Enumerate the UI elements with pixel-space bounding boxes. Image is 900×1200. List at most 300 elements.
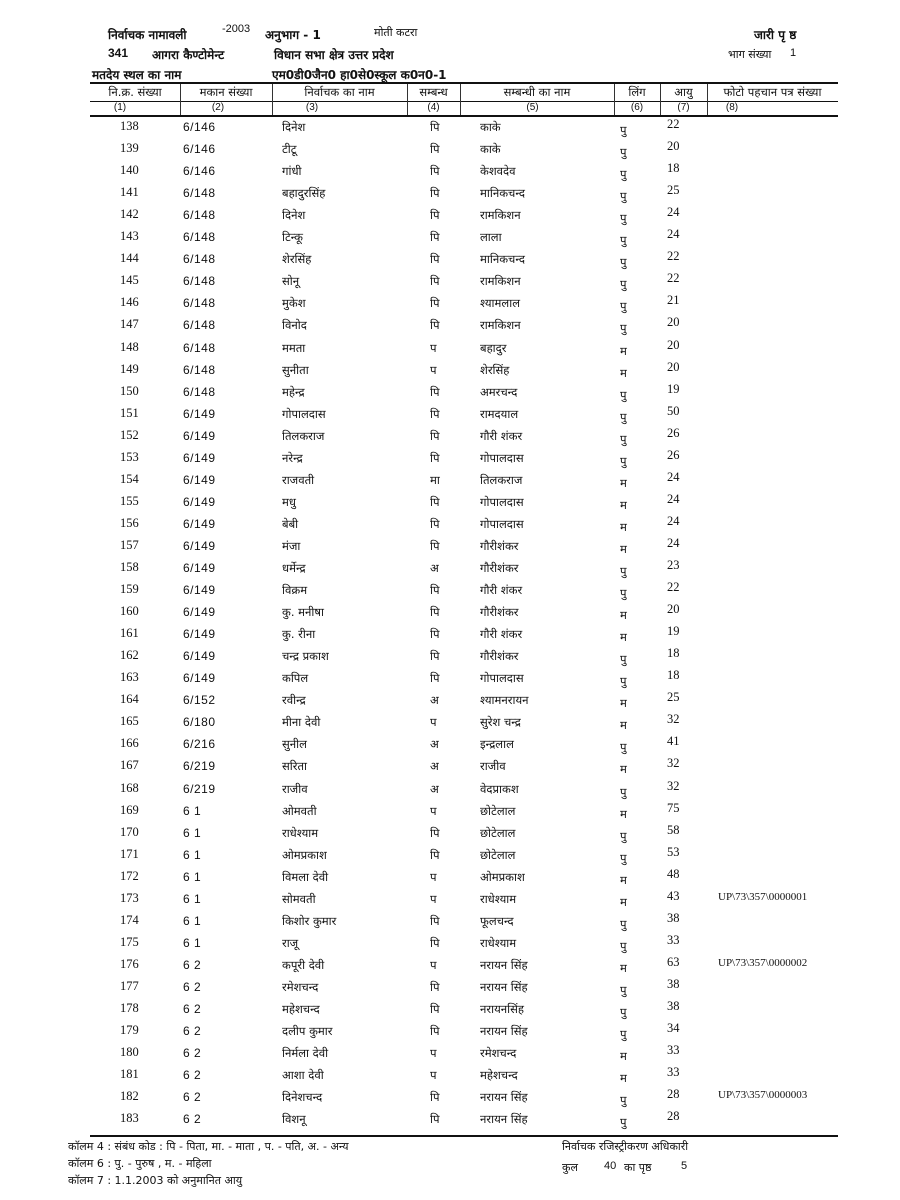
- serial-number: 183: [120, 1111, 139, 1126]
- sex-code: पु: [620, 982, 627, 997]
- serial-number: 165: [120, 714, 139, 729]
- serial-number: 161: [120, 626, 139, 641]
- house-number: 6 2: [183, 1090, 202, 1105]
- relation-code: पि: [430, 406, 440, 421]
- table-row: [0, 668, 900, 690]
- table-row: [0, 911, 900, 933]
- relation-code: पि: [430, 825, 440, 840]
- column-header-house: मकान संख्या: [199, 85, 253, 99]
- roll-title: निर्वाचक नामावली: [108, 28, 187, 42]
- relation-code: पि: [430, 318, 440, 333]
- serial-number: 139: [120, 141, 139, 156]
- elector-name: सरिता: [282, 759, 307, 774]
- sex-code: म: [620, 608, 627, 623]
- serial-number: 154: [120, 471, 139, 486]
- polling-station-name: एम0डी0जैन0 हा0से0स्कूल क0न0-1: [272, 68, 447, 82]
- serial-number: 172: [120, 868, 139, 883]
- elector-name: रवीन्द्र: [282, 693, 306, 708]
- table-row: [0, 558, 900, 580]
- age: 33: [667, 932, 680, 947]
- total-label: कुल: [562, 1161, 578, 1174]
- relation-code: पि: [430, 649, 440, 664]
- table-row: [0, 801, 900, 823]
- table-row: [0, 977, 900, 999]
- age: 25: [667, 183, 680, 198]
- relative-name: गोपालदास: [480, 494, 524, 509]
- table-row: [0, 933, 900, 955]
- table-row: [0, 404, 900, 426]
- relation-code: पि: [430, 583, 440, 598]
- sex-code: पु: [620, 299, 627, 314]
- relation-code: पि: [430, 935, 440, 950]
- column-number: (8): [725, 102, 739, 113]
- sex-code: पु: [620, 938, 627, 953]
- roll-year: -2003: [222, 23, 251, 35]
- relation-code: पि: [430, 274, 440, 289]
- relation-code: अ: [430, 561, 439, 575]
- elector-name: सोमवती: [282, 891, 316, 906]
- sex-code: पु: [620, 255, 627, 270]
- relative-name: नरायन सिंह: [480, 957, 528, 972]
- relation-code: पि: [430, 142, 440, 157]
- total-pages: 40: [604, 1160, 617, 1172]
- elector-name: दलीप कुमार: [282, 1024, 333, 1039]
- sex-code: म: [620, 762, 627, 777]
- relative-name: गोपालदास: [480, 516, 524, 531]
- house-number: 6/148: [183, 384, 216, 399]
- sex-code: म: [620, 872, 627, 887]
- relation-code: पि: [430, 913, 440, 928]
- serial-number: 162: [120, 648, 139, 663]
- sex-code: म: [620, 497, 627, 512]
- serial-number: 150: [120, 383, 139, 398]
- house-number: 6/180: [183, 715, 216, 730]
- house-number: 6/149: [183, 605, 216, 620]
- table-row: [0, 293, 900, 315]
- serial-number: 163: [120, 670, 139, 685]
- column-number: (3): [305, 102, 319, 113]
- serial-number: 155: [120, 493, 139, 508]
- house-number: 6 2: [183, 1068, 202, 1083]
- age: 19: [667, 624, 680, 639]
- serial-number: 173: [120, 890, 139, 905]
- relation-code: पि: [430, 627, 440, 642]
- column-header-photo-id: फोटो पहचान पत्र संख्या: [723, 85, 822, 99]
- table-row: [0, 360, 900, 382]
- elector-name: शेरसिंह: [282, 252, 312, 267]
- house-number: 6/149: [183, 472, 216, 487]
- relative-name: श्यामलाल: [480, 296, 520, 311]
- relative-name: बहादुर: [480, 340, 507, 355]
- sex-code: पु: [620, 652, 627, 667]
- table-row: [0, 646, 900, 668]
- relation-code: अ: [430, 737, 439, 752]
- relation-code: पि: [430, 164, 440, 179]
- serial-number: 175: [120, 934, 139, 949]
- age: 24: [667, 205, 680, 220]
- column-number: (4): [427, 102, 440, 113]
- relative-name: मानिकचन्द: [480, 186, 526, 201]
- serial-number: 181: [120, 1067, 139, 1082]
- serial-number: 179: [120, 1023, 139, 1038]
- house-number: 6 1: [183, 935, 202, 950]
- relation-code: अ: [430, 781, 439, 796]
- serial-number: 149: [120, 361, 139, 376]
- serial-number: 147: [120, 317, 139, 332]
- elector-name: ममता: [282, 340, 306, 355]
- elector-name: कु. मनीषा: [282, 605, 325, 620]
- elector-name: महेन्द्र: [282, 384, 305, 399]
- age: 38: [667, 999, 680, 1013]
- relation-code: प: [430, 869, 437, 884]
- table-row: [0, 624, 900, 646]
- elector-name: बहादुरसिंह: [282, 186, 326, 201]
- relative-name: गौरीशंकर: [480, 605, 519, 620]
- house-number: 6/149: [183, 406, 216, 421]
- sex-code: म: [620, 894, 627, 909]
- legend-relation-codes: कॉलम 4 : संबंध कोड : पि - पिता, मा. - माता , प. - पति, अ. - अन्य: [68, 1140, 349, 1153]
- relative-name: नरायन सिंह: [480, 1090, 528, 1105]
- continued-page-label: जारी पृ ष्ठ: [754, 28, 797, 42]
- serial-number: 180: [120, 1045, 139, 1060]
- elector-name: विनोद: [282, 318, 307, 333]
- elector-name: टिन्कू: [282, 230, 304, 245]
- relative-name: अमरचन्द: [480, 384, 518, 399]
- column-number: (5): [526, 102, 539, 113]
- age: 38: [667, 910, 680, 925]
- elector-name: राजू: [282, 935, 299, 950]
- sex-code: पु: [620, 167, 627, 182]
- table-row: [0, 139, 900, 161]
- roll-section: अनुभाग - 1: [265, 28, 321, 42]
- serial-number: 157: [120, 537, 139, 552]
- table-row: [0, 227, 900, 249]
- age: 22: [667, 117, 680, 131]
- serial-number: 145: [120, 273, 139, 288]
- serial-number: 146: [120, 295, 139, 310]
- serial-number: 164: [120, 692, 139, 707]
- age: 24: [667, 513, 680, 528]
- serial-number: 141: [120, 185, 139, 200]
- relation-code: पि: [430, 186, 440, 201]
- elector-name: नरेन्द्र: [282, 450, 303, 465]
- elector-name: मधु: [282, 494, 296, 509]
- sex-code: पु: [620, 1005, 627, 1019]
- house-number: 6 2: [183, 1002, 202, 1016]
- serial-number: 159: [120, 582, 139, 597]
- relative-name: राधेश्याम: [480, 935, 517, 950]
- table-row: [0, 1109, 900, 1131]
- relative-name: राजीव: [480, 759, 506, 774]
- polling-station-label: मतदेय स्थल का नाम: [92, 68, 182, 82]
- column-header-elector-name: निर्वाचक का नाम: [304, 85, 375, 99]
- sex-code: पु: [620, 564, 627, 578]
- house-number: 6 2: [183, 1024, 202, 1039]
- serial-number: 151: [120, 405, 139, 420]
- relative-name: राधेश्याम: [480, 891, 517, 906]
- relation-code: प: [430, 803, 437, 818]
- house-number: 6/149: [183, 428, 216, 443]
- age: 28: [667, 1109, 680, 1124]
- relation-code: पि: [430, 428, 440, 443]
- relation-code: पि: [430, 671, 440, 686]
- relation-code: पि: [430, 1002, 440, 1016]
- age: 24: [667, 491, 680, 506]
- registration-officer: निर्वाचक रजिस्ट्रीकरण अधिकारी: [562, 1140, 689, 1153]
- sex-code: पु: [620, 586, 627, 601]
- relative-name: गौरीशंकर: [480, 538, 519, 553]
- column-header-age: आयु: [674, 85, 693, 99]
- house-number: 6/148: [183, 186, 216, 201]
- sex-code: पु: [620, 431, 627, 446]
- sex-code: म: [620, 718, 627, 733]
- age: 25: [667, 690, 680, 705]
- elector-name: दिनेशचन्द: [282, 1090, 323, 1105]
- age: 26: [667, 425, 680, 440]
- table-top-rule: [90, 82, 838, 84]
- table-row: [0, 183, 900, 205]
- relation-code: पि: [430, 538, 440, 553]
- table-row: [0, 734, 900, 756]
- elector-name: रमेशचन्द: [282, 979, 319, 994]
- age: 63: [667, 954, 680, 969]
- table-row: [0, 470, 900, 492]
- table-row: [0, 756, 900, 778]
- elector-name: दिनेश: [282, 120, 306, 134]
- sex-code: पु: [620, 387, 627, 402]
- age: 20: [667, 359, 680, 374]
- age: 22: [667, 580, 680, 595]
- house-number: 6 1: [183, 869, 202, 884]
- elector-name: चन्द्र प्रकाश: [282, 649, 329, 664]
- serial-number: 153: [120, 449, 139, 464]
- serial-number: 152: [120, 427, 139, 442]
- relation-code: पि: [430, 605, 440, 620]
- sex-code: म: [620, 960, 627, 975]
- age: 53: [667, 844, 680, 859]
- relative-name: नरायन सिंह: [480, 1024, 528, 1039]
- serial-number: 140: [120, 163, 139, 178]
- relative-name: शेरसिंह: [480, 362, 510, 377]
- age: 21: [667, 293, 680, 308]
- age: 34: [667, 1021, 680, 1036]
- relative-name: रामदयाल: [480, 406, 519, 421]
- elector-name: मंजा: [282, 538, 301, 553]
- table-row: [0, 690, 900, 712]
- elector-name: किशोर कुमार: [282, 913, 337, 928]
- sex-code: पु: [620, 850, 627, 865]
- relative-name: रामकिशन: [480, 274, 521, 289]
- column-header-relative-name: सम्बन्धी का नाम: [503, 85, 571, 99]
- relative-name: ओमप्रकाश: [480, 869, 525, 884]
- relative-name: काके: [480, 142, 501, 157]
- footer-rule: [90, 1135, 838, 1137]
- serial-number: 156: [120, 515, 139, 530]
- age: 32: [667, 712, 680, 727]
- age: 20: [667, 139, 680, 154]
- sex-code: म: [620, 475, 627, 490]
- house-number: 6/148: [183, 296, 216, 311]
- age: 28: [667, 1087, 680, 1102]
- relation-code: पि: [430, 847, 440, 862]
- serial-number: 168: [120, 780, 139, 795]
- elector-name: सुनील: [282, 737, 307, 752]
- age: 24: [667, 535, 680, 550]
- house-number: 6 1: [183, 913, 202, 928]
- house-number: 6 1: [183, 847, 202, 862]
- elector-name: सुनीता: [282, 362, 309, 377]
- relative-name: छोटेलाल: [480, 803, 516, 818]
- sex-code: म: [620, 541, 627, 556]
- table-row: [0, 845, 900, 867]
- table-row: [0, 712, 900, 734]
- age: 18: [667, 668, 680, 683]
- relative-name: गोपालदास: [480, 671, 524, 686]
- house-number: 6/149: [183, 561, 216, 575]
- elector-name: धर्मेन्द्र: [282, 561, 306, 575]
- serial-number: 144: [120, 251, 139, 266]
- house-number: 6/146: [183, 120, 216, 134]
- locality-name: मोती कटरा: [374, 26, 418, 39]
- sex-code: पु: [620, 211, 627, 226]
- table-row: [0, 955, 900, 977]
- house-number: 6/148: [183, 340, 216, 355]
- age: 20: [667, 315, 680, 330]
- relative-name: मानिकचन्द: [480, 252, 526, 267]
- relative-name: रामकिशन: [480, 318, 521, 333]
- elector-name: विक्रम: [282, 583, 308, 598]
- house-number: 6/148: [183, 318, 216, 333]
- age: 24: [667, 469, 680, 484]
- serial-number: 170: [120, 824, 139, 839]
- table-row: [0, 867, 900, 889]
- age: 75: [667, 800, 680, 815]
- sex-code: म: [620, 1049, 627, 1064]
- sex-code: पु: [620, 453, 627, 468]
- column-number: (7): [677, 102, 690, 113]
- table-row: [0, 426, 900, 448]
- relation-code: पि: [430, 450, 440, 465]
- house-number: 6/152: [183, 693, 216, 708]
- sex-code: पु: [620, 1027, 627, 1042]
- house-number: 6/149: [183, 649, 216, 664]
- serial-number: 142: [120, 207, 139, 222]
- relation-code: प: [430, 1068, 437, 1083]
- table-row: [0, 492, 900, 514]
- house-number: 6 2: [183, 1046, 202, 1061]
- sex-code: पु: [620, 145, 627, 160]
- elector-name: राजीव: [282, 781, 308, 796]
- elector-name: राजवती: [282, 472, 315, 487]
- elector-name: राधेश्याम: [282, 825, 319, 840]
- relation-code: पि: [430, 384, 440, 399]
- elector-name: कु. रीना: [282, 627, 316, 642]
- relative-name: गौरी शंकर: [480, 428, 523, 443]
- elector-name: विमला देवी: [282, 869, 329, 884]
- serial-number: 177: [120, 978, 139, 993]
- elector-name: ओमप्रकाश: [282, 847, 327, 862]
- house-number: 6 1: [183, 803, 202, 818]
- table-row: [0, 271, 900, 293]
- column-header-sex: लिंग: [628, 85, 646, 99]
- legend-age-basis: कॉलम 7 : 1.1.2003 को अनुमानित आयु: [68, 1174, 243, 1187]
- photo-id-number: UP\73\357\0000002: [718, 956, 808, 969]
- house-number: 6/149: [183, 583, 216, 598]
- relation-code: मा: [430, 472, 440, 487]
- relative-name: इन्द्रलाल: [480, 737, 514, 752]
- page-number: 5: [681, 1160, 688, 1172]
- photo-id-number: UP\73\357\0000001: [718, 890, 808, 903]
- elector-name: कपिल: [282, 671, 309, 686]
- relation-code: पि: [430, 1090, 440, 1105]
- house-number: 6/149: [183, 516, 216, 531]
- serial-number: 174: [120, 912, 139, 927]
- serial-number: 138: [120, 119, 139, 133]
- relative-name: नरायन सिंह: [480, 1112, 528, 1127]
- house-number: 6/216: [183, 737, 216, 752]
- elector-name: निर्मला देवी: [282, 1046, 329, 1061]
- relative-name: नरायनसिंह: [480, 1002, 524, 1016]
- house-number: 6/146: [183, 164, 216, 179]
- table-row: [0, 249, 900, 271]
- age: 22: [667, 249, 680, 264]
- table-row: [0, 117, 900, 139]
- relation-code: पि: [430, 1112, 440, 1127]
- serial-number: 178: [120, 1001, 139, 1015]
- serial-number: 148: [120, 339, 139, 354]
- sex-code: पु: [620, 233, 627, 248]
- relation-code: प: [430, 1046, 437, 1061]
- age: 33: [667, 1043, 680, 1058]
- sex-code: पु: [620, 409, 627, 424]
- age: 24: [667, 227, 680, 242]
- house-number: 6/149: [183, 538, 216, 553]
- relative-name: सुरेश चन्द्र: [480, 715, 521, 730]
- house-number: 6/148: [183, 252, 216, 267]
- table-row: [0, 1021, 900, 1043]
- age: 48: [667, 866, 680, 881]
- sex-code: म: [620, 1071, 627, 1086]
- relative-name: नरायन सिंह: [480, 979, 528, 994]
- table-row: [0, 1043, 900, 1065]
- sex-code: पु: [620, 1115, 627, 1130]
- age: 19: [667, 381, 680, 396]
- constituency-name: आगरा कैण्टोमेन्ट: [152, 48, 225, 62]
- serial-number: 176: [120, 956, 139, 971]
- age: 50: [667, 403, 680, 418]
- house-number: 6/148: [183, 230, 216, 245]
- elector-name: दिनेश: [282, 208, 306, 223]
- house-number: 6 2: [183, 1112, 202, 1127]
- age: 32: [667, 778, 680, 793]
- house-number: 6/219: [183, 759, 216, 774]
- age: 43: [667, 888, 680, 903]
- column-header-relation: सम्बन्ध: [419, 85, 448, 99]
- table-row: [0, 205, 900, 227]
- age: 26: [667, 447, 680, 462]
- table-row: [0, 779, 900, 801]
- table-row: [0, 315, 900, 337]
- sex-code: म: [620, 343, 627, 358]
- column-header-serial: नि.क्र. संख्या: [108, 85, 162, 99]
- photo-id-number: UP\73\357\0000003: [718, 1089, 808, 1102]
- age: 41: [667, 734, 680, 749]
- house-number: 6 2: [183, 979, 202, 994]
- relation-code: पि: [430, 296, 440, 311]
- sex-code: पु: [620, 740, 627, 755]
- elector-name: कपूरी देवी: [282, 957, 325, 972]
- relative-name: फूलचन्द: [480, 913, 514, 928]
